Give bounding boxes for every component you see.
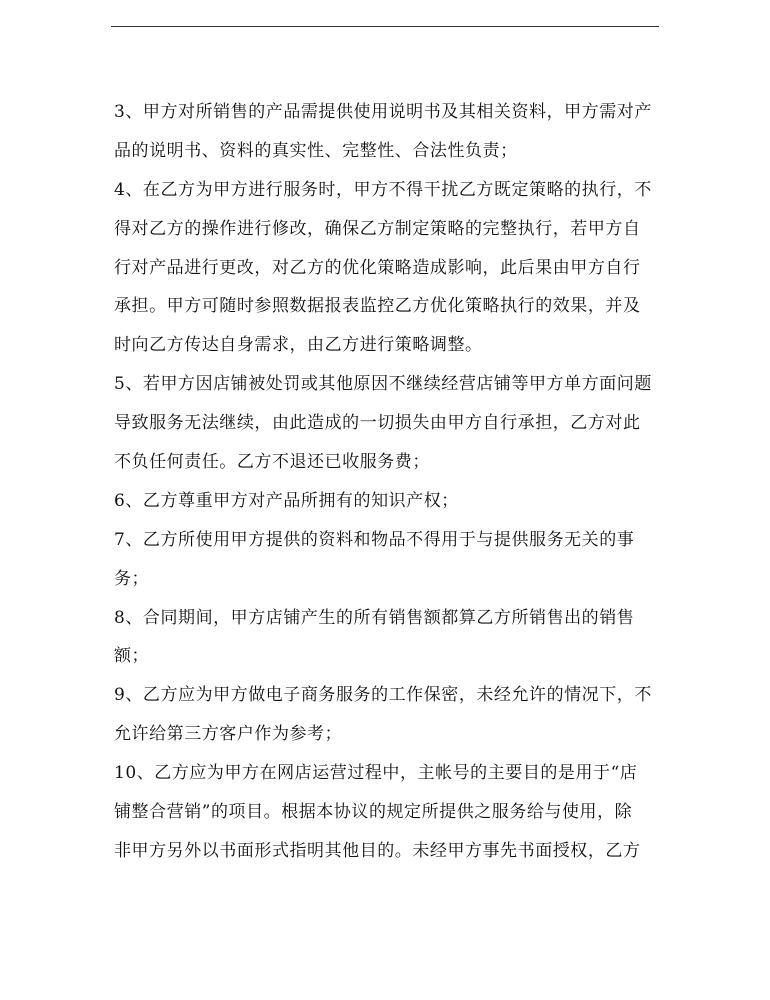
text-line: 品的说明书、资料的真实性、完整性、合法性负责； bbox=[114, 140, 518, 161]
text-line: 3、甲方对所销售的产品需提供使用说明书及其相关资料，甲方需对产 bbox=[114, 102, 652, 122]
text-line: 得对乙方的操作进行修改，确保乙方制定策略的完整执行，若甲方自 bbox=[114, 218, 641, 239]
text-line: 承担。甲方可随时参照数据报表监控乙方优化策略执行的效果，并及 bbox=[114, 296, 641, 317]
text-line: 7、乙方所使用甲方提供的资料和物品不得用于与提供服务无关的事 bbox=[114, 529, 635, 550]
document-body bbox=[114, 93, 662, 871]
text-line: 不负任何责任。乙方不退还已收服务费； bbox=[114, 452, 430, 473]
text-line: 5、若甲方因店铺被处罚或其他原因不继续经营店铺等甲方单方面问题 bbox=[114, 374, 652, 395]
text-line: 铺整合营销”的项目。根据本协议的规定所提供之服务给与使用，除 bbox=[114, 802, 633, 823]
header-rule bbox=[111, 26, 659, 27]
text-line: 8、合同期间，甲方店铺产生的所有销售额都算乙方所销售出的销售 bbox=[114, 607, 635, 628]
text-line: 10、乙方应为甲方在网店运营过程中，主帐号的主要目的是用于“店 bbox=[114, 763, 638, 784]
text-line: 4、在乙方为甲方进行服务时，甲方不得干扰乙方既定策略的执行，不 bbox=[114, 179, 652, 200]
text-line: 9、乙方应为甲方做电子商务服务的工作保密，未经允许的情况下，不 bbox=[114, 685, 652, 706]
text-line: 行对产品进行更改，对乙方的优化策略造成影响，此后果由甲方自行 bbox=[114, 257, 641, 278]
text-line: 6、乙方尊重甲方对产品所拥有的知识产权； bbox=[114, 490, 459, 511]
text-line: 时向乙方传达自身需求，由乙方进行策略调整。 bbox=[114, 335, 483, 356]
text-line: 导致服务无法继续，由此造成的一切损失由甲方自行承担，乙方对此 bbox=[114, 413, 641, 434]
text-line: 非甲方另外以书面形式指明其他目的。未经甲方事先书面授权，乙方 bbox=[114, 840, 641, 861]
text-line: 额； bbox=[114, 646, 150, 667]
text-line: 务； bbox=[114, 568, 150, 589]
text-line: 允许给第三方客户作为参考； bbox=[114, 724, 343, 745]
